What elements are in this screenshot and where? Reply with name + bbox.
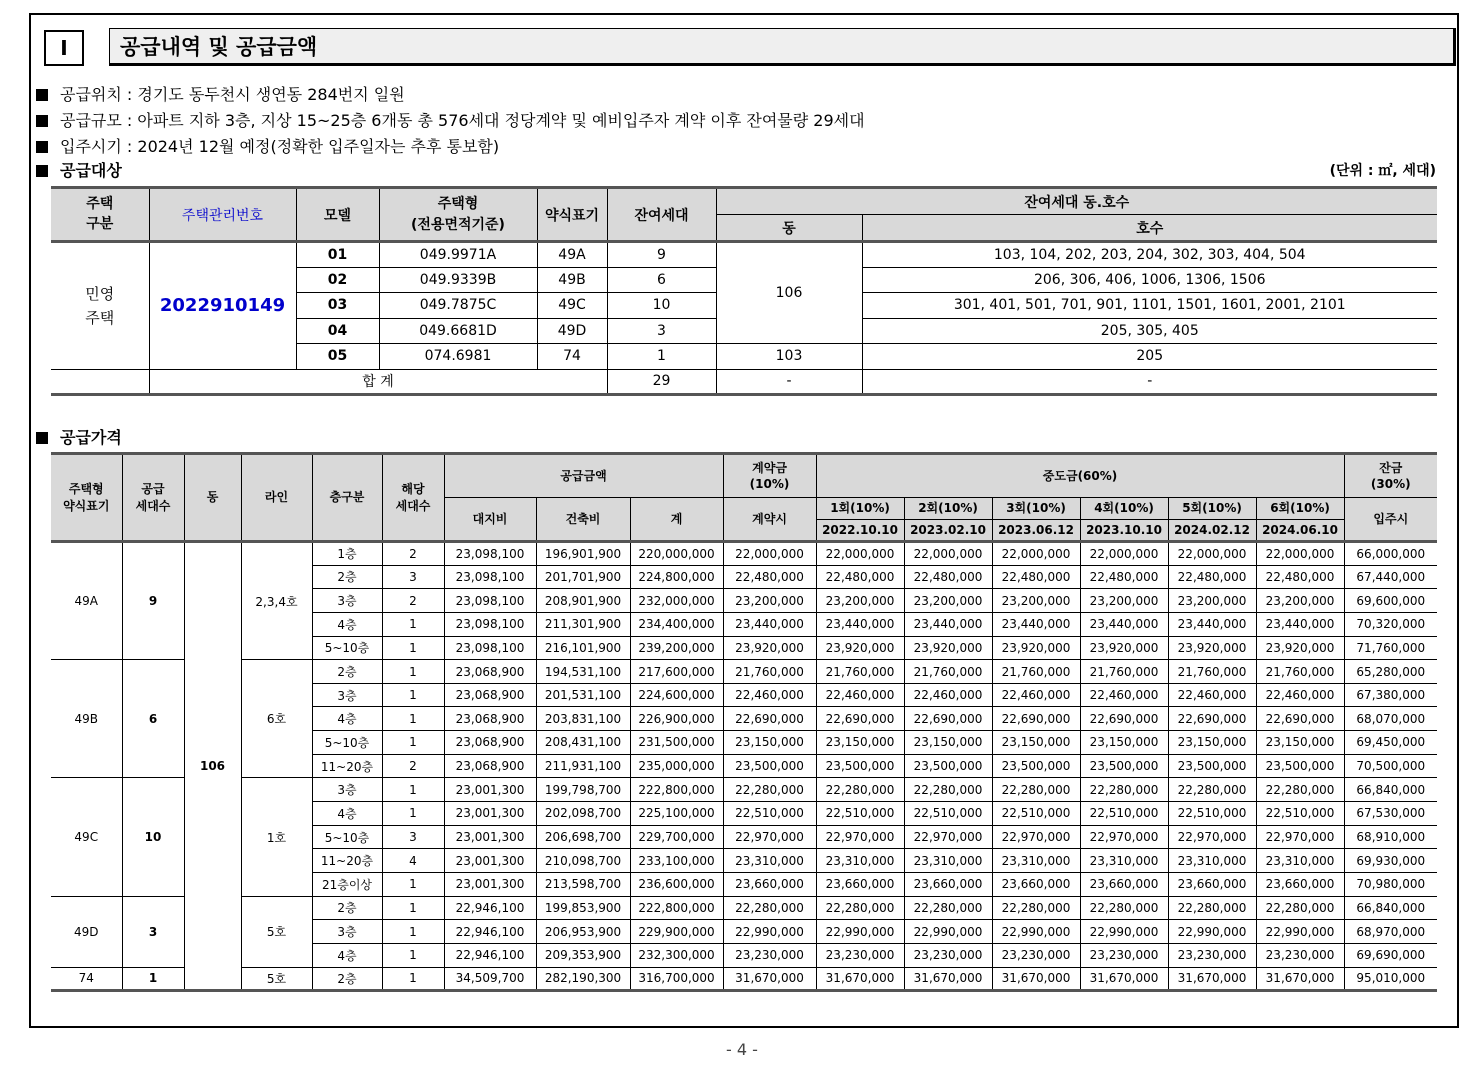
bullet-move-in: 입주시기 : 2024년 12월 예정(정확한 입주일자는 추후 통보함) xyxy=(36,134,499,157)
col-type-short: 주택형 약식표기 xyxy=(51,454,122,542)
units-cell: 10 xyxy=(122,778,184,896)
col-dong: 동 xyxy=(184,454,241,542)
table-row: 21층이상 1 23,001,300 213,598,700 236,600,000 23,660,000 23,660,000 23,660,000 23,660,000 23,660,000 23,660,000 23,660,000 70,980,000 xyxy=(51,872,1437,896)
col-deposit: 계약금 (10%) xyxy=(723,454,816,498)
mgmt-no-value: 2022910149 xyxy=(149,242,296,370)
table-row: 74 1 5호 2층 1 34,509,700 282,190,300 316,700,000 31,670,000 31,670,000 31,670,000 31,670,000 31,670,000 31,670,000 31,670,000 95,010,000 xyxy=(51,967,1437,991)
section-title: 공급내역 및 공급금액 xyxy=(109,28,1456,66)
units-cell: 6 xyxy=(122,660,184,778)
col-supply-units: 공급 세대수 xyxy=(122,454,184,542)
table-row: 4층 1 23,068,900 203,831,100 226,900,000 22,690,000 22,690,000 22,690,000 22,690,000 22,690,000 22,690,000 22,690,000 68,070,000 xyxy=(51,707,1437,731)
table-row: 49C 10 1호 3층 1 23,001,300 199,798,700 222,800,000 22,280,000 22,280,000 22,280,000 22,280,000 22,280,000 22,280,000 22,280,000 66,840,000 xyxy=(51,778,1437,802)
bullet-square-icon xyxy=(36,141,48,153)
bullet-location: 공급위치 : 경기도 동두천시 생연동 284번지 일원 xyxy=(36,82,405,105)
col-housing-type: 주택 구분 xyxy=(51,188,149,242)
table-row: 05 074.6981 74 1 103 205 xyxy=(51,344,1437,370)
col-deposit-when: 계약시 xyxy=(723,498,816,542)
table-row: 03 049.7875C 49C 10 301, 401, 501, 701, 901, 1101, 1501, 1601, 2001, 2101 xyxy=(51,293,1437,319)
col-mgmt-no: 주택관리번호 xyxy=(149,188,296,242)
housing-type-value: 민영 주택 xyxy=(51,242,149,370)
dong-cell: 106 xyxy=(184,542,241,991)
col-dong: 동 xyxy=(716,215,862,242)
supply-price-table: 주택형 약식표기 공급 세대수 동 라인 층구분 해당 세대수 공급금액 계약금 (10%) 중도금(60%) 잔금 (30%) 대지비 건축비 계 계약시 1회(10%) 2회(10%) 3회(10%) 4회(10%) 5회(10%) 6회(10%) 입주시 2022.10.10 2023.02.10 2023.06.12 2023.10.10 2024.02.12 2024.06.10 49A 9 106 2,3,4호 1층 2 23,098,100 196,901,900 220,000,000 22,000,000 22,000,000 22,000,000 22,000,000 22,000,000 22,000,000 22,000,000 66,000,000 2층 3 23,098,100 201,701,900 224,800,000 22,480,000 22,480,000 22,480,000 22,480,000 22,480,000 22,480,000 22,480,000 67,440,000 3층 2 23,098,100 208,901,900 232,000,000 23,200,000 23,200,000 23,200,000 23,200,000 23,200,000 23,200,000 23,200,000 69,600,000 4층 1 23,098,100 211,301,900 234,400,000 23,440,000 23,440,000 23,440,000 23,440,000 23,440,000 23,440,000 23,440,000 70,320,000 5~10층 1 23,098,100 216,101,900 239,200,000 23,920,000 23,920,000 23,920,000 23,920,000 23,920,000 23,920,000 23,920,000 71,760,000 49B 6 6호 2층 1 23,068,900 194,531,100 217,600,000 21,760,000 21,760,000 21,760,000 21,760,000 21,760,000 21,760,000 21,760,000 65,280,000 3층 1 23,068,900 201,531,100 224,600,000 22,460,000 22,460,000 22,460,000 22,460,000 22,460,000 22,460,000 22,460,000 67,380,000 4층 1 23,068,900 203,831,100 226,900,000 22,690,000 22,690,000 22,690,000 22,690,000 22,690,000 22,690,000 22,690,000 68,070,000 5~10층 1 23,068,900 208,431,100 231,500,000 23,150,000 23,150,000 23,150,000 23,150,000 23,150,000 23,150,000 23,150,000 69,450,000 11~20층 2 23,068,900 211,931,100 235,000,000 23,500,000 23,500,000 23,500,000 23,500,000 23,500,000 23,500,000 23,500,000 70,500,000 49C 10 1호 3층 1 23,001,300 199,798,700 222,800,000 22,280,000 22,280,000 22,280,000 22,280,000 22,280,000 22,280,000 22,280,000 66,840,000 4층 1 23,001,300 202,098,700 225,100,000 22,510,000 22,510,000 22,510,000 22,510,000 22,510,000 22,510,000 22,510,000 67,530,000 5~10층 3 23,001,300 206,698,700 229,700,000 22,970,000 22,970,000 22,970,000 22,970,000 22,970,000 22,970,000 22,970,000 68,910,000 11~20층 4 23,001,300 210,098,700 233,100,000 23,310,000 23,310,000 23,310,000 23,310,000 23,310,000 23,310,000 23,310,000 69,930,000 21층이상 1 23,001,300 213,598,700 236,600,000 23,660,000 23,660,000 23,660,000 23,660,000 23,660,000 23,660,000 23,660,000 70,980,000 49D 3 5호 2층 1 22,946,100 199,853,900 222,800,000 22,280,000 22,280,000 22,280,000 22,280,000 22,280,000 22,280,000 22,280,000 66,840,000 3층 1 22,946,100 206,953,900 229,900,000 22,990,000 22,990,000 22,990,000 22,990,000 22,990,000 22,990,000 22,990,000 68,970,000 4층 1 22,946,100 209,353,900 232,300,000 23,230,000 23,230,000 23,230,000 23,230,000 23,230,000 23,230,000 23,230,000 69,690,000 74 1 5호 2층 1 34,509,700 282,190,300 316,700,000 31,670,000 31,670,000 31,670,000 31,670,000 31,670,000 31,670,000 31,670,000 95,010,000 xyxy=(51,452,1437,992)
table-row: 5~10층 1 23,098,100 216,101,900 239,200,000 23,920,000 23,920,000 23,920,000 23,920,000 23,920,000 23,920,000 23,920,000 71,760,000 xyxy=(51,636,1437,660)
col-middle: 중도금(60%) xyxy=(816,454,1344,498)
bullet-square-icon xyxy=(36,165,48,177)
table-row: 49A 9 106 2,3,4호 1층 2 23,098,100 196,901,900 220,000,000 22,000,000 22,000,000 22,000,000 22,000,000 22,000,000 22,000,000 22,000,000 66,000,000 xyxy=(51,542,1437,566)
supply-target-table xyxy=(51,186,1437,396)
table-row: 3층 2 23,098,100 208,901,900 232,000,000 23,200,000 23,200,000 23,200,000 23,200,000 23,200,000 23,200,000 23,200,000 69,600,000 xyxy=(51,589,1437,613)
table-row: 5~10층 3 23,001,300 206,698,700 229,700,000 22,970,000 22,970,000 22,970,000 22,970,000 22,970,000 22,970,000 22,970,000 68,910,000 xyxy=(51,825,1437,849)
col-units: 해당 세대수 xyxy=(382,454,444,542)
table-row: 4층 1 23,001,300 202,098,700 225,100,000 22,510,000 22,510,000 22,510,000 22,510,000 22,510,000 22,510,000 22,510,000 67,530,000 xyxy=(51,802,1437,826)
col-house-type: 주택형 (전용면적기준) xyxy=(379,188,537,242)
col-balance-when: 입주시 xyxy=(1344,498,1437,542)
unit-label: (단위 : ㎡, 세대) xyxy=(1329,163,1436,179)
heading-supply-price: 공급가격 xyxy=(36,425,122,448)
units-cell: 9 xyxy=(122,542,184,660)
table-row: 4층 1 23,098,100 211,301,900 234,400,000 23,440,000 23,440,000 23,440,000 23,440,000 23,440,000 23,440,000 23,440,000 70,320,000 xyxy=(51,612,1437,636)
table-row: 3층 1 23,068,900 201,531,100 224,600,000 22,460,000 22,460,000 22,460,000 22,460,000 22,460,000 22,460,000 22,460,000 67,380,000 xyxy=(51,683,1437,707)
bullet-square-icon xyxy=(36,89,48,101)
table-row: 11~20층 2 23,068,900 211,931,100 235,000,000 23,500,000 23,500,000 23,500,000 23,500,000 23,500,000 23,500,000 23,500,000 70,500,000 xyxy=(51,754,1437,778)
table-row: 3층 1 22,946,100 206,953,900 229,900,000 22,990,000 22,990,000 22,990,000 22,990,000 22,990,000 22,990,000 22,990,000 68,970,000 xyxy=(51,920,1437,944)
line-cell: 1호 xyxy=(241,778,312,896)
table-row: 02 049.9339B 49B 6 206, 306, 406, 1006, 1306, 1506 xyxy=(51,267,1437,293)
col-remaining: 잔여세대 xyxy=(607,188,716,242)
table-row: 4층 1 22,946,100 209,353,900 232,300,000 23,230,000 23,230,000 23,230,000 23,230,000 23,230,000 23,230,000 23,230,000 69,690,000 xyxy=(51,943,1437,967)
table-row: 2층 3 23,098,100 201,701,900 224,800,000 22,480,000 22,480,000 22,480,000 22,480,000 22,480,000 22,480,000 22,480,000 67,440,000 xyxy=(51,565,1437,589)
col-dong-ho: 잔여세대 동.호수 xyxy=(716,188,1437,215)
bullet-square-icon xyxy=(36,115,48,127)
col-floor: 층구분 xyxy=(312,454,382,542)
line-cell: 5호 xyxy=(241,967,312,991)
col-ho: 호수 xyxy=(862,215,1437,242)
type-cell: 74 xyxy=(51,967,122,991)
type-cell: 49D xyxy=(51,896,122,967)
col-short: 약식표기 xyxy=(537,188,607,242)
line-cell: 6호 xyxy=(241,660,312,778)
type-cell: 49A xyxy=(51,542,122,660)
line-cell: 5호 xyxy=(241,896,312,967)
col-line: 라인 xyxy=(241,454,312,542)
table-row: 11~20층 4 23,001,300 210,098,700 233,100,000 23,310,000 23,310,000 23,310,000 23,310,000 23,310,000 23,310,000 23,310,000 69,930,000 xyxy=(51,849,1437,873)
col-total: 계 xyxy=(630,498,723,542)
bullet-scale: 공급규모 : 아파트 지하 3층, 지상 15~25층 6개동 총 576세대 정당계약 및 예비입주자 계약 이후 잔여물량 29세대 xyxy=(36,108,865,131)
type-cell: 49C xyxy=(51,778,122,896)
bullet-square-icon xyxy=(36,432,48,444)
units-cell: 3 xyxy=(122,896,184,967)
total-row: 합 계 29 - - xyxy=(51,369,1437,395)
dong-106: 106 xyxy=(716,242,862,344)
table-row: 5~10층 1 23,068,900 208,431,100 231,500,000 23,150,000 23,150,000 23,150,000 23,150,000 23,150,000 23,150,000 23,150,000 69,450,000 xyxy=(51,731,1437,755)
table-row: 49D 3 5호 2층 1 22,946,100 199,853,900 222,800,000 22,280,000 22,280,000 22,280,000 22,280,000 22,280,000 22,280,000 22,280,000 66,840,000 xyxy=(51,896,1437,920)
table-row: 04 049.6681D 49D 3 205, 305, 405 xyxy=(51,318,1437,344)
table-row: 49B 6 6호 2층 1 23,068,900 194,531,100 217,600,000 21,760,000 21,760,000 21,760,000 21,760,000 21,760,000 21,760,000 21,760,000 65,280,000 xyxy=(51,660,1437,684)
units-cell: 1 xyxy=(122,967,184,991)
line-cell: 2,3,4호 xyxy=(241,542,312,660)
section-number: I xyxy=(44,30,84,66)
heading-supply-target: 공급대상 xyxy=(36,158,122,181)
col-model: 모델 xyxy=(296,188,379,242)
col-amount: 공급금액 xyxy=(444,454,723,498)
type-cell: 49B xyxy=(51,660,122,778)
col-land: 대지비 xyxy=(444,498,536,542)
total-label: 합 계 xyxy=(149,369,607,395)
table-row: 민영 주택 2022910149 01 049.9971A 49A 9 106 103, 104, 202, 203, 204, 302, 303, 404, 504 xyxy=(51,242,1437,268)
col-balance: 잔금 (30%) xyxy=(1344,454,1437,498)
col-building: 건축비 xyxy=(536,498,630,542)
page-number: - 4 - xyxy=(726,1040,758,1059)
